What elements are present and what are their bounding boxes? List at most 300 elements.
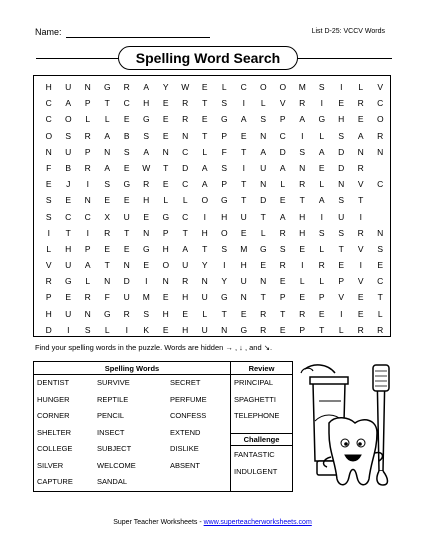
grid-letter[interactable]: Y bbox=[221, 276, 228, 287]
grid-letter[interactable]: U bbox=[338, 211, 345, 222]
spelling-words-heading: Spelling Words bbox=[34, 362, 231, 375]
grid-letter[interactable]: Y bbox=[162, 82, 169, 92]
grid-letter[interactable]: C bbox=[45, 98, 52, 109]
grid-letter[interactable]: L bbox=[85, 114, 91, 125]
grid-letter[interactable]: N bbox=[240, 292, 247, 303]
grid-letter[interactable]: C bbox=[84, 211, 91, 222]
grid-letter[interactable]: E bbox=[201, 114, 208, 125]
grid-letter[interactable]: L bbox=[104, 114, 110, 125]
grid-letter[interactable]: E bbox=[240, 308, 247, 319]
grid-letter[interactable]: E bbox=[123, 195, 130, 206]
grid-letter[interactable]: S bbox=[338, 227, 345, 238]
grid-letter[interactable]: L bbox=[260, 98, 266, 109]
grid-letter[interactable]: V bbox=[45, 260, 52, 271]
grid-letter[interactable]: H bbox=[45, 82, 52, 92]
grid-letter[interactable]: S bbox=[143, 130, 150, 141]
grid-letter[interactable]: S bbox=[299, 146, 306, 157]
name-line[interactable] bbox=[66, 37, 210, 38]
grid-letter[interactable]: N bbox=[260, 179, 267, 190]
grid-letter[interactable]: H bbox=[143, 195, 150, 206]
grid-letter[interactable]: F bbox=[46, 162, 52, 173]
grid-letter[interactable]: E bbox=[162, 324, 169, 335]
word-list-item: REPTILE bbox=[97, 394, 129, 404]
grid-letter[interactable]: N bbox=[84, 308, 91, 319]
grid-letter[interactable]: E bbox=[162, 130, 169, 141]
grid-letter[interactable]: T bbox=[221, 308, 227, 319]
grid-letter[interactable]: B bbox=[65, 162, 72, 173]
grid-letter[interactable]: R bbox=[299, 98, 306, 109]
grid-letter[interactable]: H bbox=[240, 260, 247, 271]
grid-letter[interactable]: E bbox=[318, 308, 325, 319]
grid-letter[interactable]: R bbox=[123, 308, 130, 319]
grid-letter[interactable]: G bbox=[220, 292, 228, 303]
grid-letter[interactable]: G bbox=[64, 276, 72, 287]
grid-letter[interactable]: L bbox=[280, 179, 286, 190]
grid-letter[interactable]: G bbox=[103, 308, 111, 319]
grid-letter[interactable]: T bbox=[241, 179, 247, 190]
grid-letter[interactable]: E bbox=[123, 114, 130, 125]
grid-letter[interactable]: R bbox=[104, 227, 111, 238]
challenge-list bbox=[234, 450, 277, 483]
grid-letter[interactable]: U bbox=[240, 276, 247, 287]
grid-letter[interactable]: N bbox=[182, 130, 189, 141]
grid-letter[interactable]: D bbox=[45, 324, 52, 335]
grid-letter[interactable]: F bbox=[104, 292, 110, 303]
grid-letter[interactable]: T bbox=[104, 260, 110, 271]
grid-letter[interactable]: E bbox=[357, 292, 364, 303]
grid-letter[interactable]: N bbox=[357, 146, 364, 157]
grid-letter[interactable]: L bbox=[182, 195, 188, 206]
grid-letter[interactable]: N bbox=[84, 195, 91, 206]
grid-letter[interactable]: I bbox=[125, 324, 128, 335]
grid-letter[interactable]: P bbox=[45, 292, 52, 303]
grid-letter[interactable]: N bbox=[123, 260, 130, 271]
grid-letter[interactable]: S bbox=[123, 146, 130, 157]
grid-letter[interactable]: N bbox=[299, 162, 306, 173]
grid-letter[interactable]: E bbox=[338, 260, 345, 271]
grid-letter[interactable]: T bbox=[280, 308, 286, 319]
grid-letter[interactable]: H bbox=[299, 211, 306, 222]
grid-letter[interactable]: U bbox=[123, 211, 130, 222]
grid-letter[interactable]: T bbox=[65, 227, 71, 238]
grid-letter[interactable]: W bbox=[181, 82, 190, 92]
grid-letter[interactable]: G bbox=[103, 82, 111, 92]
grid-letter[interactable]: H bbox=[221, 211, 228, 222]
grid-letter[interactable]: T bbox=[319, 324, 325, 335]
grid-letter[interactable]: E bbox=[123, 243, 130, 254]
grid-letter[interactable]: R bbox=[279, 227, 286, 238]
grid-letter[interactable]: C bbox=[377, 179, 384, 190]
grid-letter[interactable]: R bbox=[182, 276, 189, 287]
grid-letter[interactable]: Y bbox=[201, 260, 208, 271]
grid-letter[interactable]: P bbox=[279, 114, 286, 125]
grid-letter[interactable]: I bbox=[301, 260, 304, 271]
word-list-item: EXTEND bbox=[170, 427, 201, 437]
grid-letter[interactable]: L bbox=[46, 243, 52, 254]
grid-letter[interactable]: A bbox=[299, 114, 306, 125]
grid-letter[interactable]: I bbox=[359, 260, 362, 271]
grid-letter[interactable]: I bbox=[359, 211, 362, 222]
grid-letter[interactable]: I bbox=[320, 98, 323, 109]
grid-letter[interactable]: A bbox=[104, 162, 111, 173]
grid-letter[interactable]: I bbox=[242, 98, 245, 109]
grid-letter[interactable]: S bbox=[338, 195, 345, 206]
grid-letter[interactable]: N bbox=[338, 179, 345, 190]
grid-letter[interactable]: N bbox=[162, 276, 169, 287]
grid-letter[interactable]: L bbox=[202, 146, 208, 157]
grid-letter[interactable]: G bbox=[220, 195, 228, 206]
grid-letter[interactable]: R bbox=[377, 130, 384, 141]
grid-letter[interactable]: T bbox=[163, 162, 169, 173]
grid-row bbox=[39, 306, 390, 322]
grid-letter[interactable]: E bbox=[279, 276, 286, 287]
grid-letter[interactable]: U bbox=[201, 292, 208, 303]
grid-letter[interactable]: P bbox=[338, 276, 345, 287]
grid-letter[interactable]: T bbox=[299, 195, 305, 206]
grid-letter[interactable]: T bbox=[377, 292, 383, 303]
footer bbox=[0, 519, 425, 526]
grid-letter[interactable]: P bbox=[84, 98, 91, 109]
grid-letter[interactable]: L bbox=[104, 324, 110, 335]
word-list-item: FANTASTIC bbox=[234, 450, 275, 459]
grid-letter[interactable]: V bbox=[357, 276, 364, 287]
grid-letter[interactable]: R bbox=[84, 130, 91, 141]
grid-letter[interactable]: R bbox=[279, 260, 286, 271]
grid-letter[interactable]: D bbox=[260, 195, 267, 206]
grid-letter[interactable]: I bbox=[242, 162, 245, 173]
grid-letter[interactable]: L bbox=[221, 82, 227, 92]
word-list-item: SPAGHETTI bbox=[234, 394, 276, 404]
grid-letter[interactable]: U bbox=[182, 260, 189, 271]
grid-letter[interactable]: A bbox=[84, 260, 91, 271]
grid-letter[interactable]: E bbox=[279, 324, 286, 335]
grid-letter[interactable]: T bbox=[104, 98, 110, 109]
grid-letter[interactable]: R bbox=[143, 179, 150, 190]
grid-letter[interactable]: G bbox=[123, 179, 131, 190]
grid-letter[interactable]: O bbox=[279, 82, 287, 92]
grid-letter[interactable]: N bbox=[104, 146, 111, 157]
grid-letter[interactable]: C bbox=[182, 179, 189, 190]
grid-letter[interactable]: S bbox=[221, 243, 228, 254]
grid-letter[interactable]: S bbox=[279, 243, 286, 254]
grid-letter[interactable]: S bbox=[318, 227, 325, 238]
grid-letter[interactable]: E bbox=[162, 179, 169, 190]
grid-letter[interactable]: R bbox=[357, 162, 364, 173]
grid-letter[interactable]: A bbox=[279, 211, 286, 222]
grid-letter[interactable]: C bbox=[182, 146, 189, 157]
grid-letter[interactable]: N bbox=[104, 276, 111, 287]
grid-letter[interactable]: C bbox=[45, 114, 52, 125]
grid-letter[interactable]: E bbox=[357, 114, 364, 125]
grid-letter[interactable]: E bbox=[162, 98, 169, 109]
grid-letter[interactable]: M bbox=[240, 243, 248, 254]
grid-letter[interactable]: D bbox=[123, 276, 130, 287]
grid-letter[interactable]: T bbox=[202, 130, 208, 141]
grid-letter[interactable]: N bbox=[162, 146, 169, 157]
grid-letter[interactable]: G bbox=[142, 114, 150, 125]
grid-letter[interactable]: I bbox=[86, 227, 89, 238]
grid-letter[interactable]: T bbox=[241, 195, 247, 206]
grid-letter[interactable]: P bbox=[279, 292, 286, 303]
grid-letter[interactable]: H bbox=[45, 308, 52, 319]
grid-letter[interactable]: G bbox=[318, 114, 326, 125]
grid-letter[interactable]: T bbox=[358, 195, 364, 206]
grid-letter[interactable]: U bbox=[65, 82, 72, 92]
grid-letter[interactable]: L bbox=[319, 179, 325, 190]
grid-row bbox=[39, 257, 390, 273]
grid-letter[interactable]: A bbox=[357, 130, 364, 141]
grid-letter[interactable]: N bbox=[84, 82, 91, 92]
grid-letter[interactable]: U bbox=[123, 292, 130, 303]
grid-letter[interactable]: R bbox=[357, 324, 364, 335]
grid-letter[interactable]: S bbox=[318, 82, 325, 92]
grid-letter[interactable]: A bbox=[279, 162, 286, 173]
grid-letter[interactable]: R bbox=[182, 98, 189, 109]
grid-letter[interactable]: R bbox=[260, 308, 267, 319]
grid-letter[interactable]: L bbox=[358, 82, 364, 92]
grid-letter[interactable]: A bbox=[318, 146, 325, 157]
grid-letter[interactable]: U bbox=[201, 324, 208, 335]
grid-letter[interactable]: S bbox=[221, 98, 228, 109]
grid-letter[interactable]: I bbox=[223, 260, 226, 271]
grid-letter[interactable]: R bbox=[357, 227, 364, 238]
grid-letter[interactable]: I bbox=[86, 179, 89, 190]
grid-letter[interactable]: G bbox=[259, 243, 267, 254]
grid-letter[interactable]: E bbox=[299, 292, 306, 303]
grid-letter[interactable]: I bbox=[67, 324, 70, 335]
grid-letter[interactable]: T bbox=[124, 227, 130, 238]
grid-letter[interactable]: T bbox=[182, 227, 188, 238]
grid-letter[interactable]: U bbox=[65, 308, 72, 319]
grid-letter[interactable]: P bbox=[318, 292, 325, 303]
grid-letter[interactable]: H bbox=[143, 98, 150, 109]
grid-letter[interactable]: A bbox=[240, 114, 247, 125]
grid-letter[interactable]: E bbox=[65, 195, 72, 206]
grid-letter[interactable]: T bbox=[202, 243, 208, 254]
grid-letter[interactable]: R bbox=[299, 308, 306, 319]
grid-letter[interactable]: N bbox=[221, 324, 228, 335]
footer-link[interactable]: www.superteacherworksheets.com bbox=[203, 519, 312, 526]
grid-letter[interactable]: C bbox=[377, 276, 384, 287]
grid-letter[interactable]: R bbox=[377, 324, 384, 335]
grid-letter[interactable]: T bbox=[260, 292, 266, 303]
grid-letter[interactable]: E bbox=[45, 179, 52, 190]
grid-letter[interactable]: P bbox=[221, 130, 228, 141]
grid-letter[interactable]: V bbox=[338, 292, 345, 303]
grid-letter[interactable]: I bbox=[47, 227, 50, 238]
grid-letter[interactable]: R bbox=[260, 324, 267, 335]
grid-letter[interactable]: A bbox=[182, 243, 189, 254]
grid-letter[interactable]: S bbox=[338, 130, 345, 141]
grid-letter[interactable]: E bbox=[279, 195, 286, 206]
grid-letter[interactable]: E bbox=[357, 308, 364, 319]
grid-letter[interactable]: L bbox=[299, 276, 305, 287]
grid-letter[interactable]: E bbox=[377, 260, 384, 271]
grid-letter[interactable]: X bbox=[104, 211, 111, 222]
grid-letter[interactable]: H bbox=[162, 308, 169, 319]
grid-letter[interactable]: N bbox=[377, 146, 384, 157]
grid-letter[interactable]: H bbox=[299, 227, 306, 238]
grid-letter[interactable]: L bbox=[85, 276, 91, 287]
grid-letter[interactable]: P bbox=[221, 179, 228, 190]
grid-letter[interactable]: V bbox=[377, 82, 384, 92]
grid-letter[interactable]: R bbox=[45, 276, 52, 287]
grid-letter[interactable]: E bbox=[65, 292, 72, 303]
grid-letter[interactable]: T bbox=[241, 146, 247, 157]
grid-letter[interactable]: E bbox=[104, 195, 111, 206]
grid-letter[interactable]: J bbox=[66, 179, 71, 190]
grid-letter[interactable]: L bbox=[319, 276, 325, 287]
grid-letter[interactable]: C bbox=[65, 211, 72, 222]
grid-letter[interactable]: A bbox=[318, 195, 325, 206]
grid-letter[interactable]: D bbox=[338, 162, 345, 173]
grid-letter[interactable]: H bbox=[201, 227, 208, 238]
grid-letter[interactable]: E bbox=[123, 162, 130, 173]
grid-letter[interactable]: E bbox=[143, 260, 150, 271]
grid-letter[interactable]: P bbox=[299, 324, 306, 335]
grid-letter[interactable]: E bbox=[143, 211, 150, 222]
grid-letter[interactable]: E bbox=[260, 260, 267, 271]
grid-letter[interactable]: S bbox=[260, 114, 267, 125]
grid-letter[interactable]: L bbox=[338, 324, 344, 335]
grid-letter[interactable]: O bbox=[45, 130, 53, 141]
grid-letter[interactable]: M bbox=[142, 292, 150, 303]
grid-letter[interactable]: A bbox=[260, 146, 267, 157]
grid-letter[interactable]: N bbox=[45, 146, 52, 157]
grid-letter[interactable]: U bbox=[65, 260, 72, 271]
grid-letter[interactable]: I bbox=[203, 211, 206, 222]
grid-letter[interactable]: I bbox=[145, 276, 148, 287]
grid-letter[interactable]: L bbox=[202, 308, 208, 319]
grid-letter[interactable]: C bbox=[123, 98, 130, 109]
grid-letter[interactable]: D bbox=[338, 146, 345, 157]
grid-letter[interactable]: A bbox=[201, 179, 208, 190]
grid-letter[interactable]: C bbox=[377, 98, 384, 109]
grid-letter[interactable]: R bbox=[357, 98, 364, 109]
grid-letter[interactable]: A bbox=[104, 130, 111, 141]
grid-letter[interactable]: A bbox=[65, 98, 72, 109]
grid-letter[interactable]: R bbox=[299, 179, 306, 190]
grid-letter[interactable]: I bbox=[340, 82, 343, 92]
grid-letter[interactable]: C bbox=[182, 211, 189, 222]
grid-letter[interactable]: T bbox=[338, 243, 344, 254]
grid-letter[interactable]: F bbox=[221, 146, 227, 157]
grid-letter[interactable]: E bbox=[318, 162, 325, 173]
grid-letter[interactable]: W bbox=[142, 162, 151, 173]
grid-letter[interactable]: S bbox=[377, 243, 384, 254]
grid-letter[interactable]: I bbox=[320, 211, 323, 222]
grid-letter[interactable]: K bbox=[143, 324, 150, 335]
grid-letter[interactable]: A bbox=[143, 146, 150, 157]
grid-letter[interactable]: E bbox=[240, 227, 247, 238]
grid-letter[interactable]: U bbox=[240, 211, 247, 222]
grid-letter[interactable]: C bbox=[240, 82, 247, 92]
grid-letter[interactable]: V bbox=[357, 179, 364, 190]
grid-letter[interactable]: S bbox=[65, 130, 72, 141]
grid-letter[interactable]: P bbox=[84, 243, 91, 254]
grid-row bbox=[39, 160, 390, 176]
grid-letter[interactable]: H bbox=[162, 243, 169, 254]
grid-letter[interactable]: U bbox=[260, 162, 267, 173]
grid-letter[interactable]: S bbox=[45, 211, 52, 222]
grid-letter[interactable]: I bbox=[340, 308, 343, 319]
grid-letter[interactable]: E bbox=[162, 114, 169, 125]
grid-letter[interactable]: L bbox=[260, 227, 266, 238]
grid-letter[interactable]: N bbox=[260, 276, 267, 287]
word-list-item: SILVER bbox=[37, 460, 64, 470]
grid-letter[interactable]: E bbox=[299, 243, 306, 254]
grid-letter[interactable]: E bbox=[240, 130, 247, 141]
grid-letter[interactable]: G bbox=[142, 243, 150, 254]
grid-letter[interactable]: E bbox=[338, 98, 345, 109]
grid-letter[interactable]: G bbox=[240, 324, 248, 335]
grid-letter[interactable]: C bbox=[279, 130, 286, 141]
word-list-item: SECRET bbox=[170, 378, 201, 387]
grid-letter[interactable]: S bbox=[221, 162, 228, 173]
grid-letter[interactable]: H bbox=[338, 114, 345, 125]
grid-letter[interactable]: T bbox=[202, 98, 208, 109]
grid-letter[interactable]: S bbox=[84, 324, 91, 335]
grid-letter[interactable]: L bbox=[377, 308, 383, 319]
grid-letter[interactable]: R bbox=[84, 162, 91, 173]
grid-letter[interactable]: V bbox=[279, 98, 286, 109]
grid-letter[interactable]: N bbox=[377, 227, 384, 238]
word-list-item: INSECT bbox=[97, 427, 125, 437]
grid-letter[interactable]: L bbox=[319, 130, 325, 141]
grid-letter[interactable]: L bbox=[319, 243, 325, 254]
grid-letter[interactable]: T bbox=[260, 211, 266, 222]
grid-letter[interactable]: E bbox=[182, 308, 189, 319]
grid-letter[interactable]: O bbox=[259, 82, 267, 92]
grid-letter[interactable]: N bbox=[260, 130, 267, 141]
grid-letter[interactable]: O bbox=[201, 195, 209, 206]
grid-letter[interactable]: R bbox=[123, 82, 130, 92]
grid-letter[interactable]: S bbox=[143, 308, 150, 319]
grid-letter[interactable]: O bbox=[162, 260, 170, 271]
grid-letter[interactable]: R bbox=[318, 260, 325, 271]
grid-letter[interactable]: S bbox=[45, 195, 52, 206]
grid-letter[interactable]: N bbox=[201, 276, 208, 287]
grid-letter[interactable]: L bbox=[163, 195, 169, 206]
grid-letter[interactable]: V bbox=[357, 243, 364, 254]
grid-letter[interactable]: H bbox=[182, 292, 189, 303]
grid-letter[interactable]: N bbox=[143, 227, 150, 238]
grid-letter[interactable]: E bbox=[162, 292, 169, 303]
grid-letter[interactable]: B bbox=[123, 130, 130, 141]
grid-letter[interactable]: R bbox=[182, 114, 189, 125]
grid-letter[interactable]: I bbox=[301, 130, 304, 141]
grid-letter[interactable]: A bbox=[143, 82, 150, 92]
grid-letter[interactable]: O bbox=[220, 227, 228, 238]
grid-letter[interactable]: H bbox=[65, 243, 72, 254]
grid-letter[interactable]: D bbox=[182, 162, 189, 173]
grid-letter[interactable]: P bbox=[162, 227, 169, 238]
grid-letter[interactable]: M bbox=[298, 82, 306, 92]
grid-letter[interactable]: U bbox=[65, 146, 72, 157]
grid-letter[interactable]: A bbox=[201, 162, 208, 173]
grid-letter[interactable]: P bbox=[84, 146, 91, 157]
grid-letter[interactable]: O bbox=[376, 114, 384, 125]
grid-letter[interactable]: O bbox=[64, 114, 72, 125]
grid-letter[interactable]: S bbox=[104, 179, 111, 190]
grid-letter[interactable]: E bbox=[201, 82, 208, 92]
grid-letter[interactable]: D bbox=[279, 146, 286, 157]
grid-letter[interactable]: R bbox=[84, 292, 91, 303]
grid-letter[interactable]: G bbox=[162, 211, 170, 222]
grid-letter[interactable]: E bbox=[104, 243, 111, 254]
grid-letter[interactable]: H bbox=[182, 324, 189, 335]
grid-letter[interactable]: G bbox=[220, 114, 228, 125]
